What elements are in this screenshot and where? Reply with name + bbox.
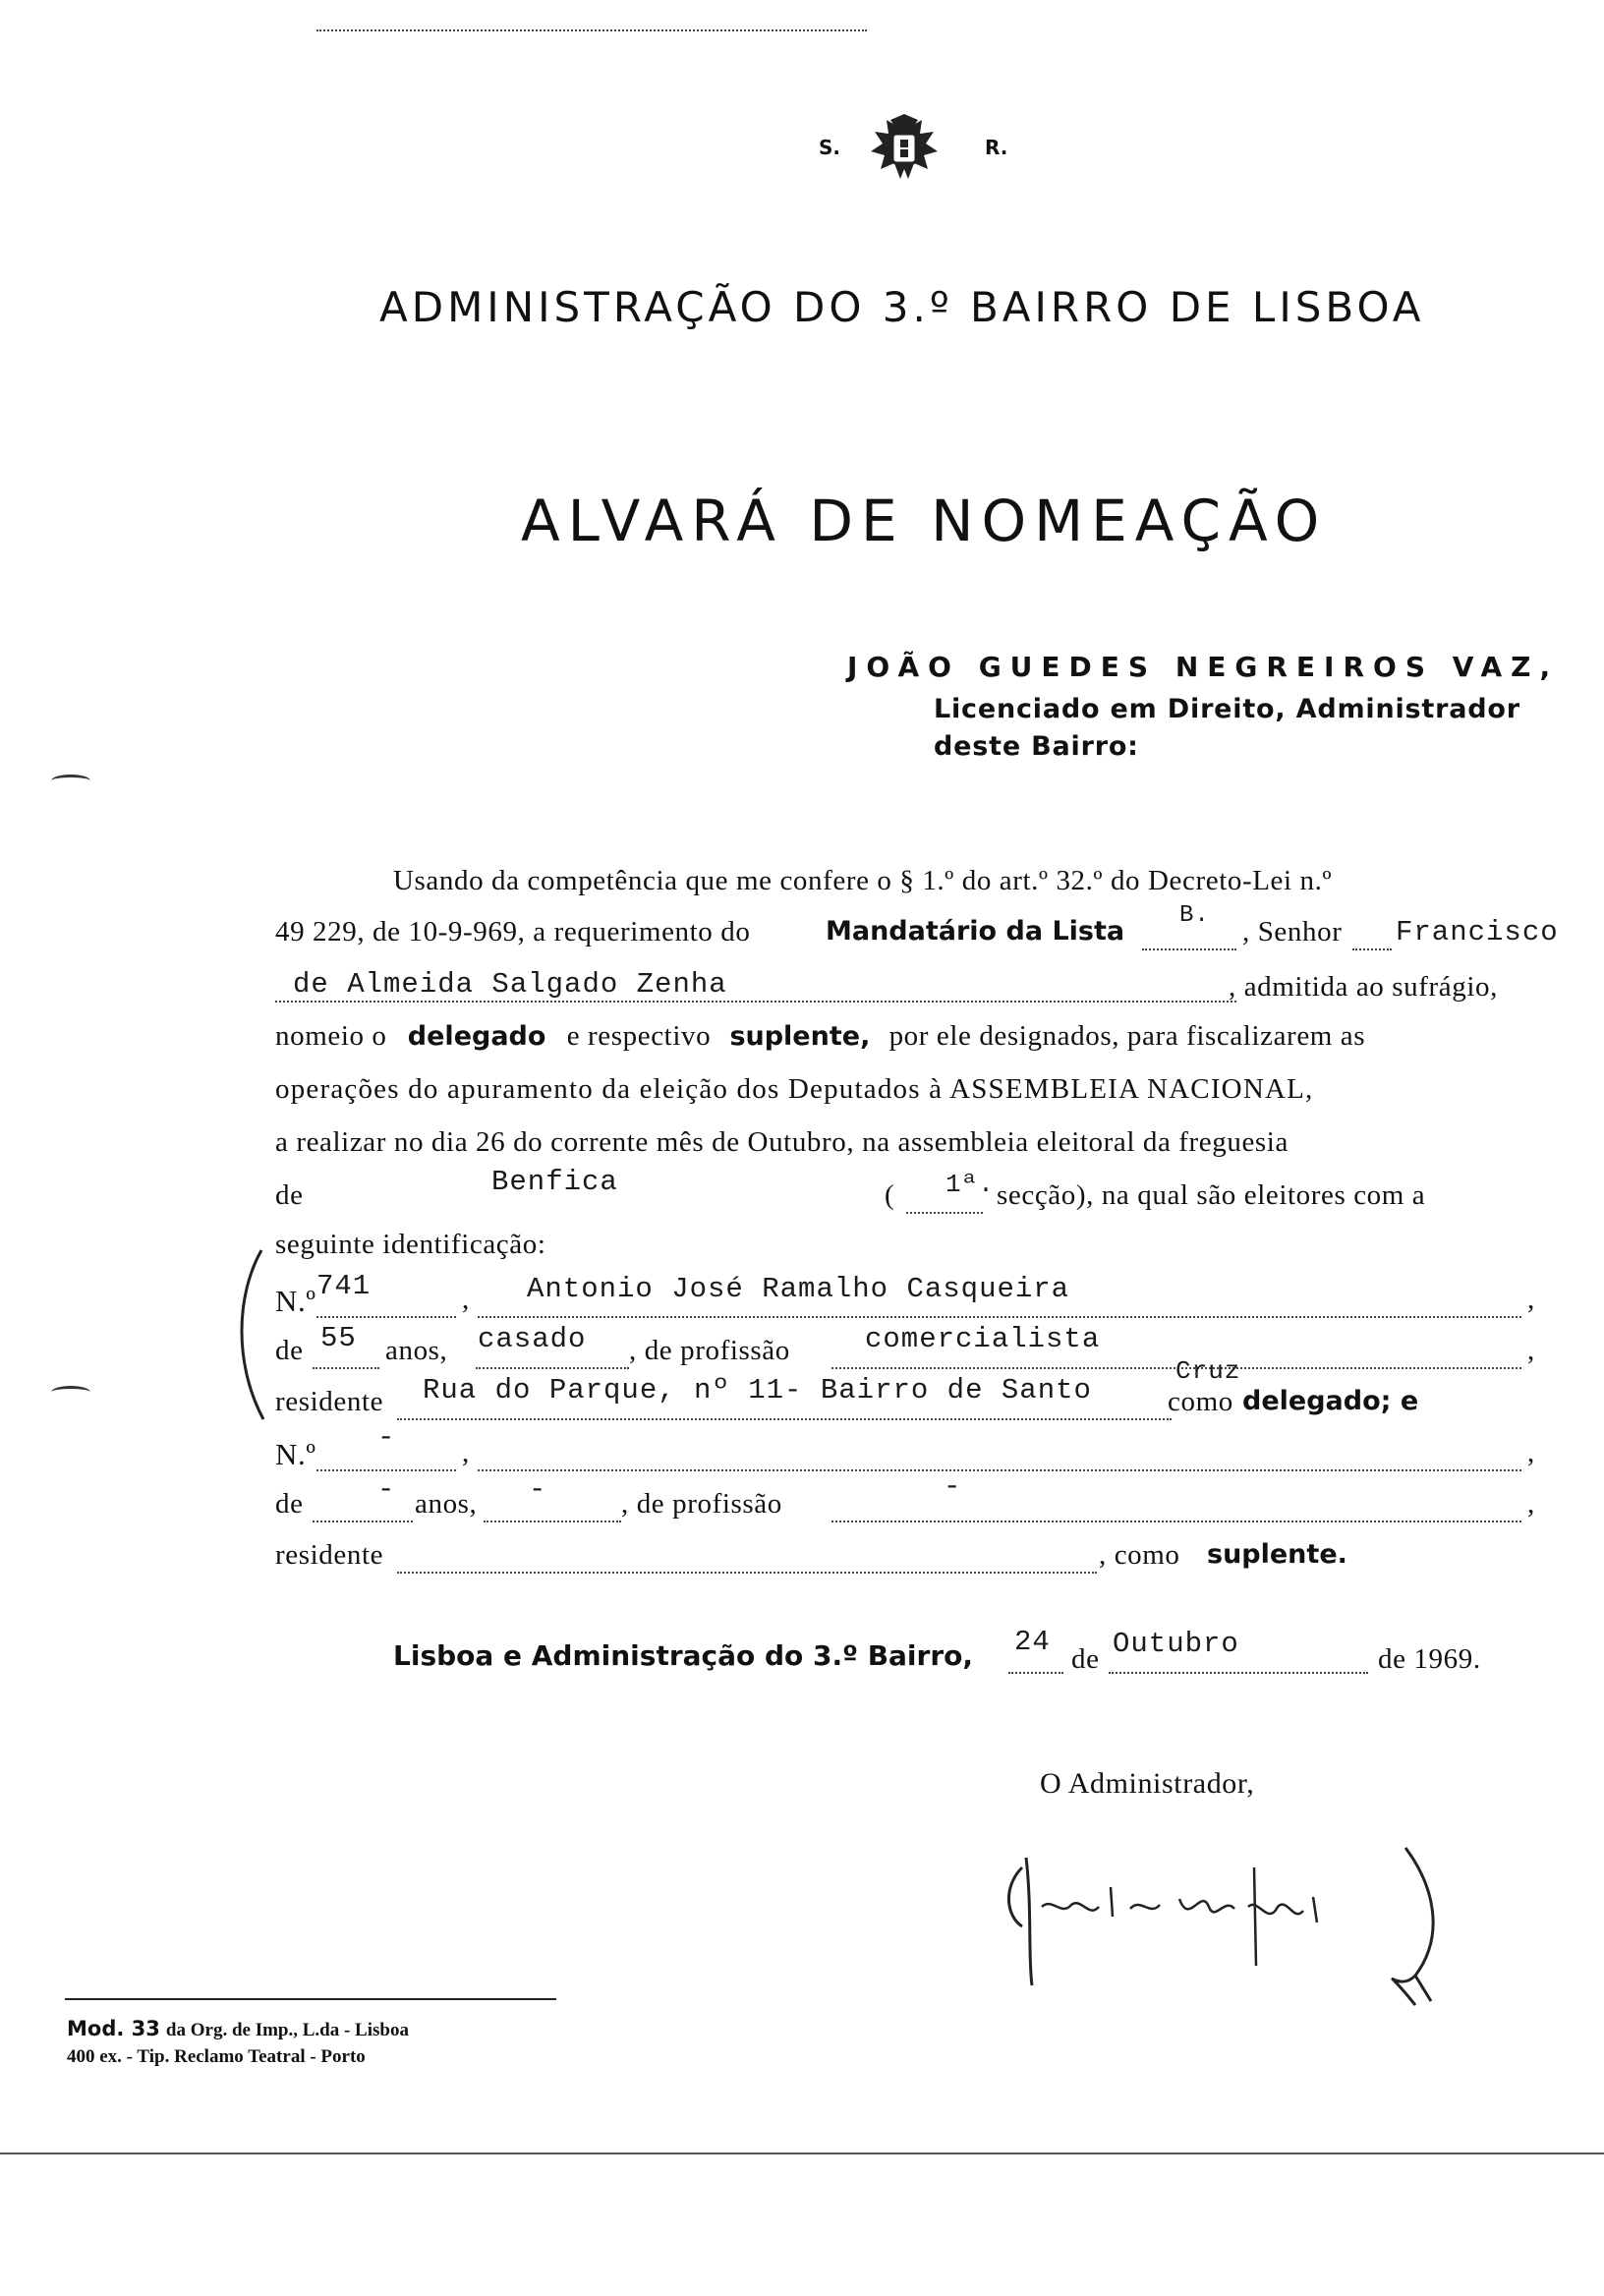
margin-bracket: [228, 1246, 267, 1423]
margin-mark: [51, 775, 90, 787]
date-month-value: Outubro: [1113, 1628, 1239, 1660]
suplente-como-label: , como: [1099, 1539, 1180, 1571]
seal-letter-r: R.: [985, 136, 1008, 159]
de-label: de: [275, 1179, 304, 1211]
issuer-name: JOÃO GUEDES NEGREIROS VAZ,: [847, 651, 1560, 683]
delegado-de-label: de: [275, 1335, 304, 1366]
freguesia-field: [316, 0, 867, 31]
delegado-residencia-extra: Cruz: [1175, 1356, 1241, 1386]
margin-mark: [51, 1386, 90, 1399]
body-line-7: secção), na qual são eleitores com a: [997, 1179, 1426, 1211]
date-day-value: 24: [1014, 1626, 1051, 1658]
senhor-field-start: [1352, 919, 1392, 950]
delegado-residencia-value: Rua do Parque, nº 11- Bairro de Santo: [423, 1374, 1092, 1406]
suplente-profissao-value: -: [944, 1470, 962, 1503]
signature-role: O Administrador,: [1040, 1767, 1255, 1800]
seal-letter-s: S.: [819, 136, 841, 159]
suplente-estado-field: [484, 1491, 621, 1522]
delegado-profissao-value: comercialista: [865, 1323, 1101, 1355]
scan-edge-line: [0, 2152, 1604, 2154]
senhor-name-part2: de Almeida Salgado Zenha: [293, 968, 727, 1001]
body-line-4e: por ele designados, para fiscalizarem as: [888, 1020, 1366, 1052]
suplente-idade-field: [313, 1491, 413, 1522]
delegado-anos-label: anos,: [385, 1335, 448, 1366]
date-de-label: de: [1071, 1643, 1100, 1675]
suplente-word: suplente,: [729, 1021, 871, 1052]
suplente-residente-label: residente: [275, 1539, 384, 1571]
seccao-value: 1ª.: [945, 1170, 995, 1199]
delegado-residente-label: residente: [275, 1386, 384, 1417]
senhor-label: , Senhor: [1242, 916, 1343, 947]
body-line-2a: 49 229, de 10-9-969, a requerimento do: [275, 916, 751, 947]
delegado-role: delegado; e: [1242, 1386, 1419, 1416]
form-model: Mod. 33: [67, 2017, 160, 2040]
date-year: de 1969.: [1378, 1643, 1481, 1675]
delegado-numero-label: N.º: [275, 1284, 316, 1318]
delegado-estado-value: casado: [478, 1323, 587, 1355]
footer-rule: [65, 1998, 556, 2000]
suplente-de-label: de: [275, 1488, 304, 1520]
issuer-scope: deste Bairro:: [934, 731, 1139, 762]
senhor-name-part1: Francisco: [1396, 916, 1559, 948]
body-line-4a: nomeio o: [275, 1020, 387, 1052]
suplente-nome-field: [478, 1440, 1521, 1471]
suplente-idade-value: -: [377, 1473, 396, 1506]
body-line-5: operações do apuramento da eleição dos Deputados à ASSEMBLEIA NACIONAL,: [275, 1073, 1314, 1105]
delegado-profissao-label: , de profissão: [629, 1335, 790, 1366]
suplente-profissao-label: , de profissão: [621, 1488, 782, 1520]
delegado-numero-value: 741: [316, 1270, 372, 1302]
body-line-8: seguinte identificação:: [275, 1229, 546, 1260]
handwritten-signature: [983, 1828, 1455, 2025]
body-line-6: a realizar no dia 26 do corrente mês de Outubro, na assembleia eleitoral da freguesia: [275, 1126, 1289, 1158]
page-title: ALVARÁ DE NOMEAÇÃO: [521, 488, 1328, 554]
delegado-nome-value: Antonio José Ramalho Casqueira: [527, 1273, 1070, 1305]
suplente-estado-value: -: [529, 1473, 547, 1506]
suplente-residencia-field: [397, 1542, 1097, 1574]
dateline-prefix: Lisboa e Administração do 3.º Bairro,: [393, 1639, 974, 1672]
como-label: como: [1168, 1386, 1233, 1417]
body-line-3: , admitida ao sufrágio,: [1229, 971, 1498, 1003]
body-line-4c: e respectivo: [566, 1020, 712, 1052]
administration-heading: ADMINISTRAÇÃO DO 3.º BAIRRO DE LISBOA: [379, 283, 1425, 331]
printer-line-1: da Org. de Imp., L.da - Lisboa: [165, 2020, 409, 2040]
printer-line-2: 400 ex. - Tip. Reclamo Teatral - Porto: [67, 2046, 366, 2067]
coat-of-arms-icon: [865, 110, 944, 189]
lista-value: B.: [1179, 902, 1210, 929]
delegado-idade-value: 55: [320, 1322, 357, 1354]
body-line-1: Usando da competência que me confere o § 1.º do art.º 32.º do Decreto-Lei n.º: [393, 865, 1333, 896]
freguesia-value: Benfica: [491, 1166, 618, 1198]
mandatario-label: Mandatário da Lista: [826, 916, 1125, 947]
suplente-numero-value: -: [377, 1421, 396, 1454]
suplente-role: suplente.: [1207, 1539, 1347, 1570]
suplente-profissao-field: [831, 1491, 1521, 1522]
suplente-anos-label: anos,: [415, 1488, 478, 1520]
seccao-open-paren: (: [885, 1179, 895, 1211]
suplente-numero-label: N.º: [275, 1437, 316, 1471]
delegado-word: delegado: [407, 1021, 546, 1052]
issuer-title: Licenciado em Direito, Administrador: [934, 694, 1520, 724]
